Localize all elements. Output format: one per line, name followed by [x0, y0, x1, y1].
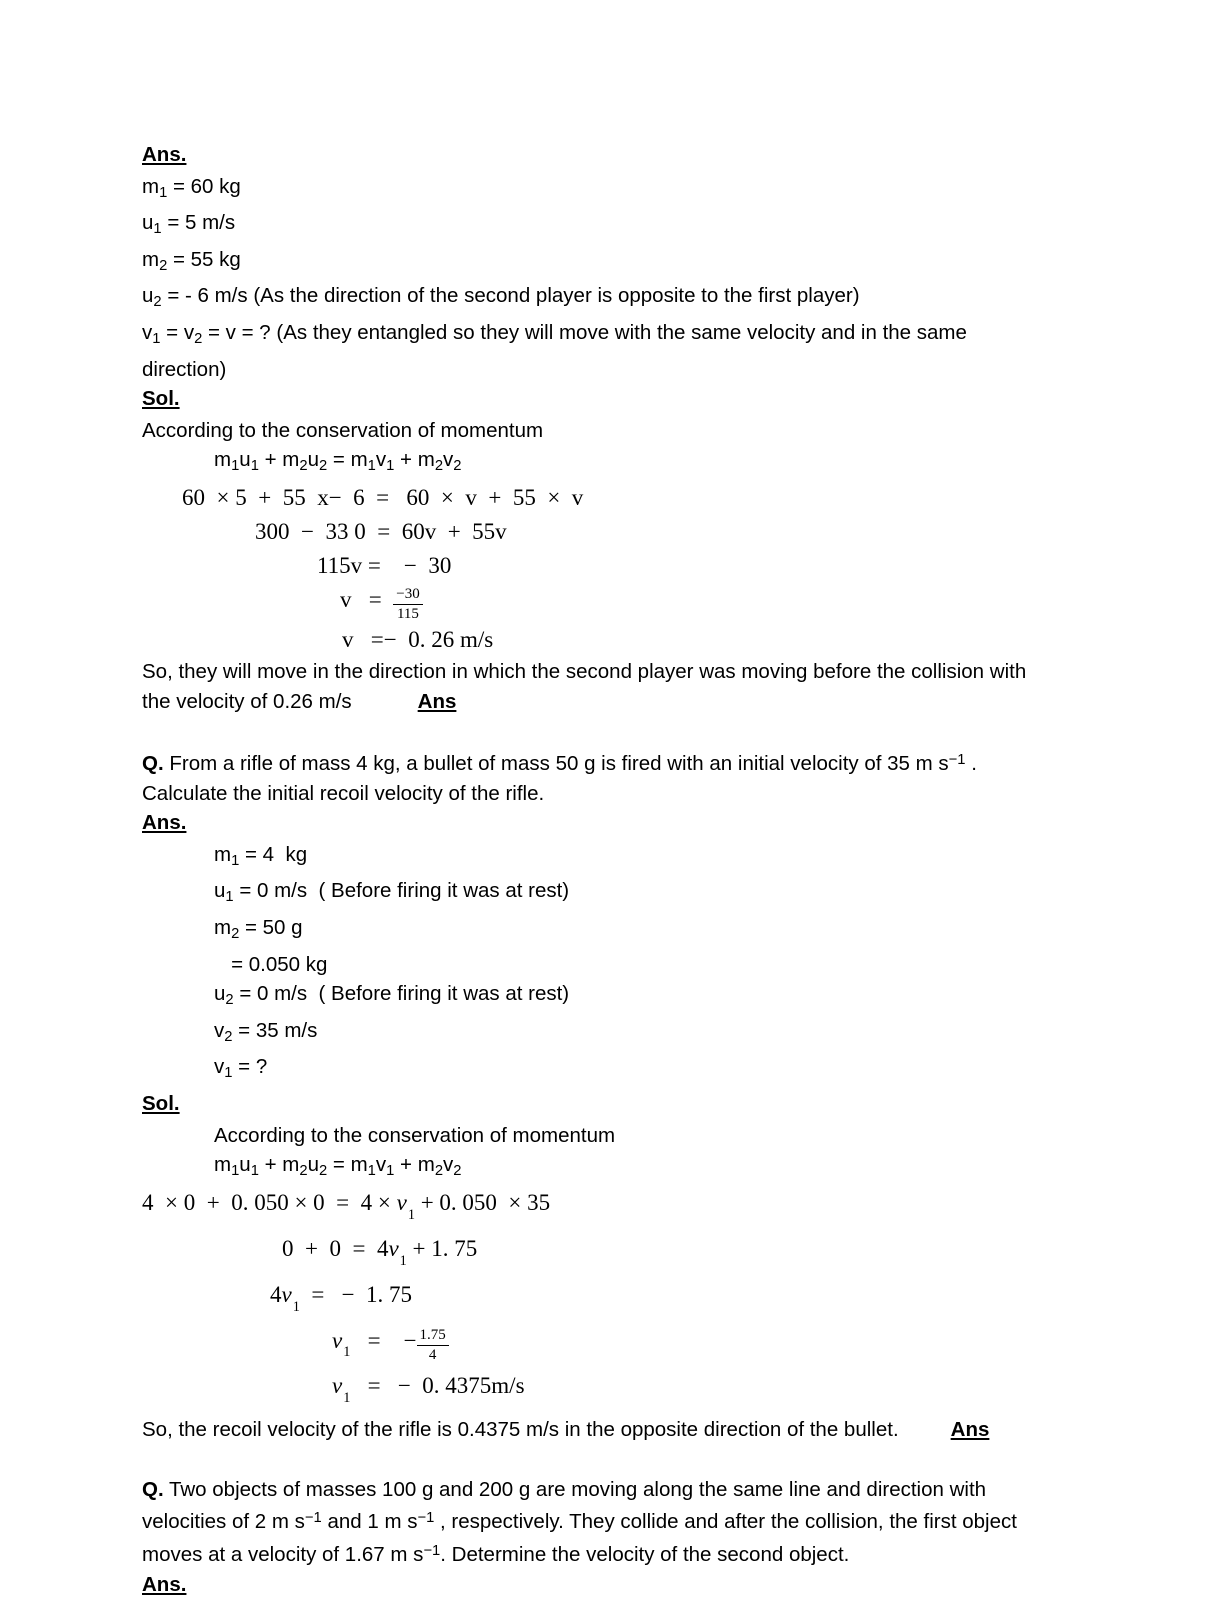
section3-question-part-4: . Determine the velocity of the second object.: [440, 1543, 850, 1567]
section2-conclusion-text: So, the recoil velocity of the rifle is 0.4375 m/s in the opposite direction of the bullet.: [142, 1418, 899, 1442]
section-gap-1: [142, 716, 1042, 746]
subscript-1: 1: [386, 458, 395, 475]
section2-given-m2-kg-value: = 0.050 kg: [214, 952, 328, 976]
section2-question: [142, 746, 1042, 808]
section2-given-u2: $u_2 = 0$ m/s ( Before firing it was at rest): [214, 982, 570, 1009]
section2-conclusion: [142, 1415, 1042, 1445]
section2-given-v1-value: = ?: [232, 1055, 268, 1079]
section3-ans-heading: Ans.: [142, 1572, 187, 1596]
subscript-2: 2: [159, 257, 168, 274]
section2-eq1-variable: v: [396, 1190, 407, 1216]
subscript-2: 2: [194, 331, 203, 348]
section1-given-u1: $u_1 = 5$ m/s: [142, 211, 236, 238]
section2-equation-step-1: [142, 1186, 1042, 1232]
fraction-denominator: 4: [428, 1346, 437, 1363]
section2-frac-equals: = −: [350, 1327, 417, 1353]
section2-eq2-variable: v: [388, 1235, 399, 1261]
section2-equation-step-3: [142, 1278, 1042, 1324]
section3-superscript-3: −1: [423, 1542, 441, 1559]
section2-eq2-subscript: 1: [399, 1252, 407, 1269]
subscript-1: 1: [250, 1163, 259, 1180]
section2-eq3-variable: v: [281, 1281, 292, 1307]
fraction-numerator: 1.75: [417, 1327, 449, 1346]
section2-equation-step-2: [142, 1232, 1042, 1278]
section2-given-v2: $v_2 = 35$ m/s: [214, 1018, 318, 1045]
subscript-1: 1: [367, 458, 376, 475]
section3-superscript-1: −1: [304, 1510, 322, 1527]
section1-sol-heading-line: [142, 384, 1042, 416]
subscript-1: 1: [152, 331, 161, 348]
section2-given-m2: $m_2 = 50$ g: [214, 916, 303, 943]
section2-eq2-part-a: 0 + 0 = 4: [282, 1235, 389, 1261]
section2-eq1-part-a: 4 × 0 + 0. 050 × 0 = 4 ×: [142, 1190, 397, 1216]
subscript-1: 1: [367, 1163, 376, 1180]
section1-final-equation: v =− 0. 26 m/s: [342, 627, 494, 653]
section2-eq1-subscript: 1: [407, 1206, 415, 1223]
subscript-1: 1: [224, 1065, 233, 1082]
section2-eq1-part-b: + 0. 050 × 35: [414, 1190, 551, 1216]
section3-question: [142, 1475, 1042, 1570]
subscript-2: 2: [453, 458, 462, 475]
document-content: [142, 140, 1042, 1601]
section2-question-tail: . Calculate the initial recoil velocity of the rifle.: [142, 752, 977, 805]
section3-ans-heading-line: [142, 1570, 1042, 1601]
subscript-1: 1: [386, 1163, 395, 1180]
section1-given-v: $v_1 = v_2 = v$ = ? (As they entangled so they will move with the same velocity and in the same direction): [142, 321, 967, 381]
section1-ans-label: Ans: [417, 689, 457, 713]
section1-given-v-value: = ? (As they entangled so they will move with the same velocity and in the same direction): [142, 321, 967, 381]
fraction-numerator: −30: [393, 586, 422, 605]
subscript-2: 2: [299, 1163, 308, 1180]
section2-given-u2-value: = 0 m/s ( Before firing it was at rest): [233, 982, 570, 1006]
section1-given-m2: $m_2 = 55$ kg: [142, 247, 241, 274]
section1-equation-step-1: 60 × 5 + 55 x− 6 = 60 × v + 55 × v: [182, 485, 584, 511]
section2-given-m2-kg: [142, 950, 1042, 980]
section2-given-u1-value: = 0 m/s ( Before firing it was at rest): [233, 879, 570, 903]
section1-given-m1-value: = 60 kg: [167, 174, 241, 198]
subscript-2: 2: [319, 1163, 328, 1180]
section2-given-v1: $v_1$ = ?: [214, 1055, 268, 1082]
section2-frac-subscript: 1: [343, 1344, 351, 1361]
subscript-1: 1: [250, 458, 259, 475]
section1-ans-heading-line: [142, 140, 1042, 172]
section2-question-text: From a rifle of mass 4 kg, a bullet of mass 50 g is fired with an initial velocity of 35 m s: [163, 752, 949, 776]
section1-fraction-lhs: v =: [340, 587, 394, 613]
section2-final-equation: [142, 1369, 1042, 1415]
section2-eq3-subscript: 1: [292, 1298, 300, 1315]
section1-given-m2-value: = 55 kg: [167, 247, 241, 271]
section2-eq3-part-b: = − 1. 75: [299, 1281, 413, 1307]
section2-ans-heading-line: [142, 808, 1042, 840]
subscript-2: 2: [319, 458, 328, 475]
subscript-1: 1: [153, 221, 162, 238]
section2-ans-heading: Ans.: [142, 811, 187, 835]
section1-equation-fraction: [142, 583, 1042, 623]
section2-given-v2-value: = 35 m/s: [232, 1018, 318, 1042]
section2-given-m1: $m_1 = 4$ kg: [214, 842, 308, 869]
subscript-2: 2: [225, 992, 234, 1009]
fraction-30-over-115: [393, 586, 422, 623]
section2-sol-heading-line: [142, 1089, 1042, 1121]
section2-final-text: = − 0. 4375m/s: [350, 1373, 525, 1399]
section2-given-m2-value: = 50 g: [239, 916, 303, 940]
section3-question-part-3: , respectively. They collide and after the collision, the first object moves at a velocity of 1.67 m s: [142, 1510, 1017, 1567]
section1-conclusion: [142, 657, 1042, 716]
subscript-2: 2: [434, 458, 444, 475]
section2-question-superscript: −1: [948, 752, 966, 769]
section2-given-u1: $u_1 = 0$ m/s ( Before firing it was at rest): [214, 879, 570, 906]
section2-frac-variable: v: [332, 1327, 343, 1353]
section3-superscript-2: −1: [417, 1510, 435, 1527]
section2-given-m1-value: = 4 kg: [239, 842, 308, 866]
subscript-2: 2: [453, 1163, 462, 1180]
section2-ans-label: Ans: [950, 1418, 990, 1442]
section3-question-part-2: and 1 m s: [321, 1510, 418, 1534]
subscript-1: 1: [231, 852, 240, 869]
section2-sol-heading: Sol.: [142, 1092, 180, 1116]
subscript-1: 1: [231, 458, 240, 475]
section1-sol-heading: Sol.: [142, 387, 180, 411]
section2-equation-fraction: [142, 1324, 1042, 1370]
section1-conclusion-text: So, they will move in the direction in which the second player was moving before the collision with the velocity of 0.26 m/s: [142, 660, 1027, 713]
subscript-2: 2: [299, 458, 308, 475]
section1-equation-step-3: 115v = − 30: [317, 553, 452, 579]
subscript-2: 2: [434, 1163, 444, 1180]
subscript-2: 2: [224, 1028, 233, 1045]
section1-given-u2-value: = - 6 m/s (As the direction of the second player is opposite to the first player): [161, 284, 860, 308]
section1-equation-step-2: 300 − 33 0 = 60v + 55v: [255, 519, 507, 545]
section2-final-variable: v: [332, 1373, 343, 1399]
section2-eq3-part-a: 4: [270, 1281, 282, 1307]
section2-momentum-equation: $m_1u_1 + m_2u_2 = m_1v_1 + m_2v_2$: [214, 1153, 462, 1180]
section2-principle: According to the conservation of momentum: [214, 1123, 616, 1147]
section1-given-u1-value: = 5 m/s: [161, 211, 236, 235]
subscript-1: 1: [225, 889, 234, 906]
fraction-denominator: 115: [396, 606, 419, 623]
section1-given-u2: $u_2$ = - 6 m/s (As the direction of the second player is opposite to the first player): [142, 284, 860, 311]
subscript-1: 1: [231, 1163, 240, 1180]
section2-question-label: Q.: [142, 752, 164, 776]
section2-final-subscript: 1: [343, 1390, 351, 1407]
section3-question-label: Q.: [142, 1477, 164, 1501]
section3-question-part-1: Two objects of masses 100 g and 200 g are moving along the same line and direction with velocities of 2 m s: [142, 1477, 987, 1534]
section2-eq2-part-b: + 1. 75: [406, 1235, 478, 1261]
section1-ans-heading: Ans.: [142, 143, 187, 166]
subscript-2: 2: [231, 926, 240, 943]
section1-principle: According to the conservation of momentum: [142, 418, 544, 442]
fraction-175-over-4: [417, 1327, 449, 1364]
section-gap-2: [142, 1445, 1042, 1475]
section1-given-m1: $m_1 = 60$ kg: [142, 174, 241, 201]
section1-momentum-equation: $m_1u_1 + m_2u_2 = m_1v_1 + m_2v_2$: [214, 448, 462, 475]
subscript-1: 1: [159, 184, 168, 201]
subscript-2: 2: [153, 294, 162, 311]
